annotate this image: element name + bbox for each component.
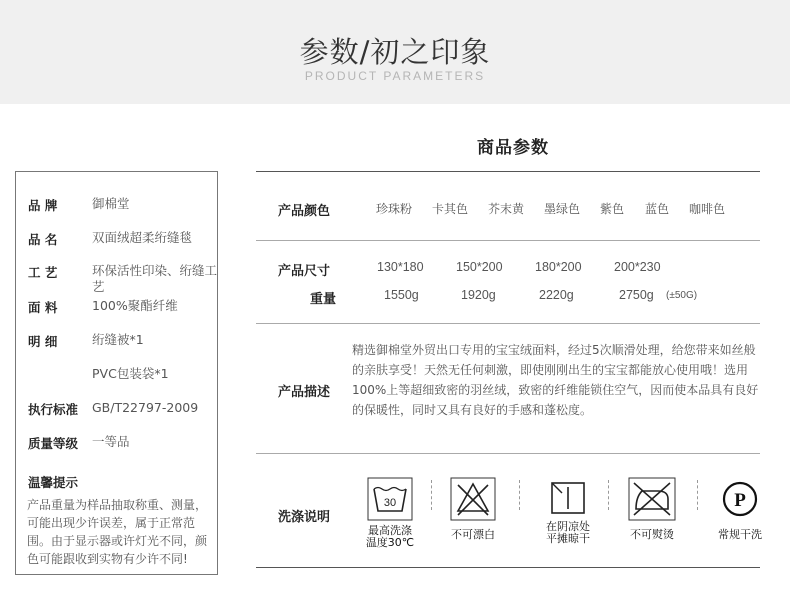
banner-wave-edge [0, 96, 790, 108]
care-text: 温度30℃ [365, 536, 415, 549]
weight-value: 2750g [619, 288, 654, 302]
spec-label: 工 艺 [28, 265, 58, 280]
size-option: 130*180 [377, 260, 424, 274]
separator [519, 480, 520, 510]
spec-label: 执行标准 [28, 402, 79, 417]
product-description: 精选御棉堂外贸出口专用的宝宝绒面料，经过5次顺滑处理，给您带来如丝般的亲肤享受！天然无任何刺激，即使刚刚出生的宝宝都能放心使用哦！选用100%上等超细致密的羽丝绒，致密的纤维能锁住空气，因而使本品具有良好的保暖性，同时又具有良好的手感和蓬松度。 [352, 343, 759, 417]
separator [608, 480, 609, 510]
divider [256, 323, 760, 324]
care-item-wash [362, 477, 418, 549]
size-label: 产品尺寸 [278, 264, 331, 279]
separator [431, 480, 432, 510]
divider [256, 567, 760, 568]
spec-value: PVC包装袋*1 [92, 366, 169, 381]
wash-temp: 30 [383, 497, 397, 509]
wash-30-icon [367, 477, 413, 521]
care-text: 平摊晾干 [546, 532, 590, 545]
weight-value: 1920g [461, 288, 496, 302]
dry-clean-letter: P [734, 490, 746, 511]
color-option: 卡其色 [432, 202, 469, 216]
no-iron-icon [628, 477, 676, 521]
spec-value: 环保活性印染、绗缝工艺 [92, 263, 218, 294]
care-item-dryclean [714, 477, 766, 541]
divider [256, 453, 760, 454]
weight-label: 重量 [310, 292, 337, 307]
spec-value: GB/T22797-2009 [92, 400, 199, 415]
spec-label: 品 名 [28, 232, 58, 247]
spec-value: 100%聚酯纤维 [92, 298, 178, 313]
color-label: 产品颜色 [278, 204, 331, 219]
size-option: 200*230 [614, 260, 661, 274]
spec-box [15, 171, 218, 575]
color-option: 咖啡色 [689, 202, 726, 216]
spec-label: 面 料 [28, 300, 58, 315]
care-text: 不可熨烫 [630, 528, 674, 541]
spec-value: 绗缝被*1 [92, 332, 144, 347]
spec-label: 品 牌 [28, 198, 58, 213]
tip-title: 温馨提示 [28, 475, 79, 490]
size-option: 150*200 [456, 260, 503, 274]
color-option: 墨绿色 [544, 202, 581, 216]
care-text: 在阴凉处 [546, 520, 590, 533]
weight-value: 1550g [384, 288, 419, 302]
params-title: 商品参数 [477, 138, 549, 158]
care-item-iron [625, 477, 679, 541]
care-label: 洗涤说明 [278, 510, 331, 525]
weight-value: 2220g [539, 288, 574, 302]
tip-body: 产品重量为样品抽取称重、测量，可能出现少许误差，属于正常范围。由于显示器或许灯光不同，颜色可能跟收到实物有少许不同! [27, 498, 208, 566]
spec-value: 一等品 [92, 434, 130, 449]
divider [256, 171, 760, 172]
dry-clean-icon [720, 477, 760, 521]
banner-subtitle: PRODUCT PARAMETERS [304, 69, 486, 83]
divider [256, 240, 760, 241]
care-item-bleach [447, 477, 499, 541]
spec-label: 质量等级 [28, 436, 79, 451]
care-text: 不可漂白 [451, 528, 495, 541]
care-item-dry [540, 477, 596, 545]
care-text: 常规干洗 [718, 528, 762, 541]
banner-title: 参数/初之印象 [299, 35, 491, 69]
desc-label: 产品描述 [278, 385, 331, 400]
color-option: 紫色 [600, 202, 625, 216]
weight-tolerance: (±50G) [666, 290, 698, 301]
separator [697, 480, 698, 510]
care-text: 最高洗涤 [368, 524, 412, 537]
spec-label: 明 细 [28, 334, 58, 349]
spec-value: 双面绒超柔绗缝毯 [92, 230, 193, 245]
spec-value: 御棉堂 [92, 196, 130, 211]
color-option: 蓝色 [645, 202, 670, 216]
color-option: 芥末黄 [488, 202, 525, 216]
no-bleach-icon [450, 477, 496, 521]
color-option: 珍珠粉 [376, 202, 413, 216]
line-dry-shade-icon [549, 477, 587, 517]
size-option: 180*200 [535, 260, 582, 274]
